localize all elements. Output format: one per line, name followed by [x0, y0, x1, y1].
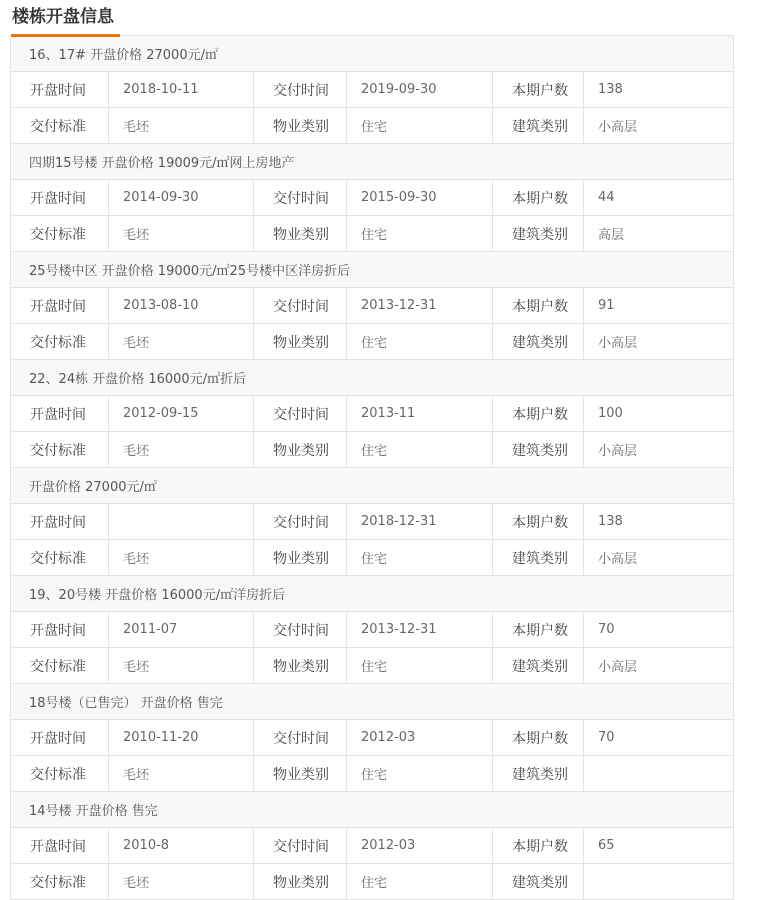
deliver-standard-value: 毛坯	[109, 324, 254, 360]
open-time-value	[109, 504, 254, 540]
households-label: 本期户数	[493, 612, 584, 648]
open-time-label: 开盘时间	[11, 504, 109, 540]
section-header-row	[11, 684, 734, 720]
buildings-table	[10, 35, 734, 900]
section-data-row-types	[11, 216, 734, 252]
deliver-standard-label: 交付标准	[11, 864, 109, 900]
property-type-value: 住宅	[347, 324, 493, 360]
section-data-row-types	[11, 324, 734, 360]
open-time-label: 开盘时间	[11, 612, 109, 648]
households-label: 本期户数	[493, 720, 584, 756]
building-section	[11, 576, 734, 684]
title-accent-bar	[11, 34, 120, 37]
section-data-row-types	[11, 540, 734, 576]
property-type-value: 住宅	[347, 108, 493, 144]
property-type-label: 物业类别	[254, 216, 347, 252]
property-type-label: 物业类别	[254, 864, 347, 900]
building-type-label: 建筑类别	[493, 216, 584, 252]
households-value: 100	[584, 396, 734, 432]
section-header-row	[11, 252, 734, 288]
section-data-row-types	[11, 864, 734, 900]
property-type-label: 物业类别	[254, 324, 347, 360]
building-type-label: 建筑类别	[493, 108, 584, 144]
households-label: 本期户数	[493, 288, 584, 324]
deliver-time-label: 交付时间	[254, 504, 347, 540]
deliver-time-label: 交付时间	[254, 828, 347, 864]
building-type-value: 小高层	[584, 432, 734, 468]
section-title: 19、20号楼 开盘价格 16000元/㎡洋房折后	[11, 576, 734, 612]
building-type-label: 建筑类别	[493, 324, 584, 360]
households-value: 65	[584, 828, 734, 864]
building-type-value: 小高层	[584, 324, 734, 360]
open-time-value: 2010-11-20	[109, 720, 254, 756]
section-title: 18号楼（已售完） 开盘价格 售完	[11, 684, 734, 720]
section-title: 四期15号楼 开盘价格 19009元/㎡网上房地产	[11, 144, 734, 180]
open-time-label: 开盘时间	[11, 720, 109, 756]
deliver-standard-label: 交付标准	[11, 648, 109, 684]
deliver-time-label: 交付时间	[254, 720, 347, 756]
open-time-value: 2018-10-11	[109, 72, 254, 108]
building-openings-panel	[10, 0, 733, 900]
section-title: 25号楼中区 开盘价格 19000元/㎡25号楼中区洋房折后	[11, 252, 734, 288]
households-label: 本期户数	[493, 828, 584, 864]
section-header-row	[11, 36, 734, 72]
property-type-value: 住宅	[347, 864, 493, 900]
section-data-row-types	[11, 432, 734, 468]
open-time-label: 开盘时间	[11, 72, 109, 108]
property-type-label: 物业类别	[254, 108, 347, 144]
section-data-row-times	[11, 828, 734, 864]
building-section	[11, 36, 734, 144]
open-time-label: 开盘时间	[11, 288, 109, 324]
section-header-row	[11, 144, 734, 180]
open-time-value: 2013-08-10	[109, 288, 254, 324]
section-data-row-types	[11, 756, 734, 792]
section-data-row-times	[11, 288, 734, 324]
section-title: 16、17# 开盘价格 27000元/㎡	[11, 36, 734, 72]
building-type-value: 小高层	[584, 540, 734, 576]
page-title: 楼栋开盘信息	[12, 7, 114, 27]
property-type-label: 物业类别	[254, 432, 347, 468]
deliver-standard-value: 毛坯	[109, 108, 254, 144]
open-time-value: 2014-09-30	[109, 180, 254, 216]
households-value: 138	[584, 72, 734, 108]
section-data-row-times	[11, 504, 734, 540]
building-type-label: 建筑类别	[493, 432, 584, 468]
households-label: 本期户数	[493, 72, 584, 108]
section-title: 开盘价格 27000元/㎡	[11, 468, 734, 504]
deliver-standard-value: 毛坯	[109, 864, 254, 900]
section-data-row-times	[11, 612, 734, 648]
property-type-label: 物业类别	[254, 756, 347, 792]
deliver-time-value: 2013-12-31	[347, 612, 493, 648]
households-value: 70	[584, 720, 734, 756]
building-type-value	[584, 864, 734, 900]
open-time-label: 开盘时间	[11, 180, 109, 216]
deliver-standard-value: 毛坯	[109, 648, 254, 684]
building-section	[11, 792, 734, 900]
section-data-row-times	[11, 396, 734, 432]
building-section	[11, 468, 734, 576]
section-header-row	[11, 576, 734, 612]
deliver-time-value: 2013-11	[347, 396, 493, 432]
building-section	[11, 252, 734, 360]
deliver-standard-value: 毛坯	[109, 432, 254, 468]
deliver-standard-value: 毛坯	[109, 540, 254, 576]
building-section	[11, 144, 734, 252]
households-value: 138	[584, 504, 734, 540]
property-type-value: 住宅	[347, 648, 493, 684]
section-data-row-times	[11, 180, 734, 216]
deliver-standard-label: 交付标准	[11, 432, 109, 468]
property-type-value: 住宅	[347, 756, 493, 792]
section-data-row-times	[11, 72, 734, 108]
households-label: 本期户数	[493, 180, 584, 216]
households-label: 本期户数	[493, 396, 584, 432]
open-time-value: 2012-09-15	[109, 396, 254, 432]
deliver-standard-label: 交付标准	[11, 324, 109, 360]
section-title: 14号楼 开盘价格 售完	[11, 792, 734, 828]
building-type-label: 建筑类别	[493, 648, 584, 684]
open-time-label: 开盘时间	[11, 396, 109, 432]
deliver-time-value: 2012-03	[347, 828, 493, 864]
deliver-standard-label: 交付标准	[11, 108, 109, 144]
table-container	[10, 35, 733, 900]
deliver-standard-value: 毛坯	[109, 756, 254, 792]
property-type-value: 住宅	[347, 540, 493, 576]
section-header-row	[11, 792, 734, 828]
building-type-value: 高层	[584, 216, 734, 252]
open-time-value: 2010-8	[109, 828, 254, 864]
building-type-label: 建筑类别	[493, 864, 584, 900]
deliver-standard-label: 交付标准	[11, 540, 109, 576]
section-data-row-types	[11, 648, 734, 684]
building-type-label: 建筑类别	[493, 540, 584, 576]
deliver-time-value: 2013-12-31	[347, 288, 493, 324]
deliver-time-value: 2012-03	[347, 720, 493, 756]
deliver-time-value: 2018-12-31	[347, 504, 493, 540]
households-value: 70	[584, 612, 734, 648]
open-time-label: 开盘时间	[11, 828, 109, 864]
building-type-value: 小高层	[584, 108, 734, 144]
deliver-time-label: 交付时间	[254, 180, 347, 216]
deliver-standard-label: 交付标准	[11, 756, 109, 792]
deliver-standard-value: 毛坯	[109, 216, 254, 252]
open-time-value: 2011-07	[109, 612, 254, 648]
households-label: 本期户数	[493, 504, 584, 540]
building-type-value: 小高层	[584, 648, 734, 684]
deliver-time-label: 交付时间	[254, 396, 347, 432]
deliver-time-value: 2019-09-30	[347, 72, 493, 108]
property-type-label: 物业类别	[254, 648, 347, 684]
section-title: 22、24栋 开盘价格 16000元/㎡折后	[11, 360, 734, 396]
deliver-time-label: 交付时间	[254, 288, 347, 324]
property-type-label: 物业类别	[254, 540, 347, 576]
deliver-time-label: 交付时间	[254, 612, 347, 648]
households-value: 91	[584, 288, 734, 324]
building-section	[11, 684, 734, 792]
building-type-label: 建筑类别	[493, 756, 584, 792]
section-header-row	[11, 468, 734, 504]
building-section	[11, 360, 734, 468]
households-value: 44	[584, 180, 734, 216]
section-header-row	[11, 360, 734, 396]
section-data-row-types	[11, 108, 734, 144]
section-data-row-times	[11, 720, 734, 756]
building-type-value	[584, 756, 734, 792]
deliver-time-value: 2015-09-30	[347, 180, 493, 216]
deliver-standard-label: 交付标准	[11, 216, 109, 252]
property-type-value: 住宅	[347, 432, 493, 468]
deliver-time-label: 交付时间	[254, 72, 347, 108]
property-type-value: 住宅	[347, 216, 493, 252]
